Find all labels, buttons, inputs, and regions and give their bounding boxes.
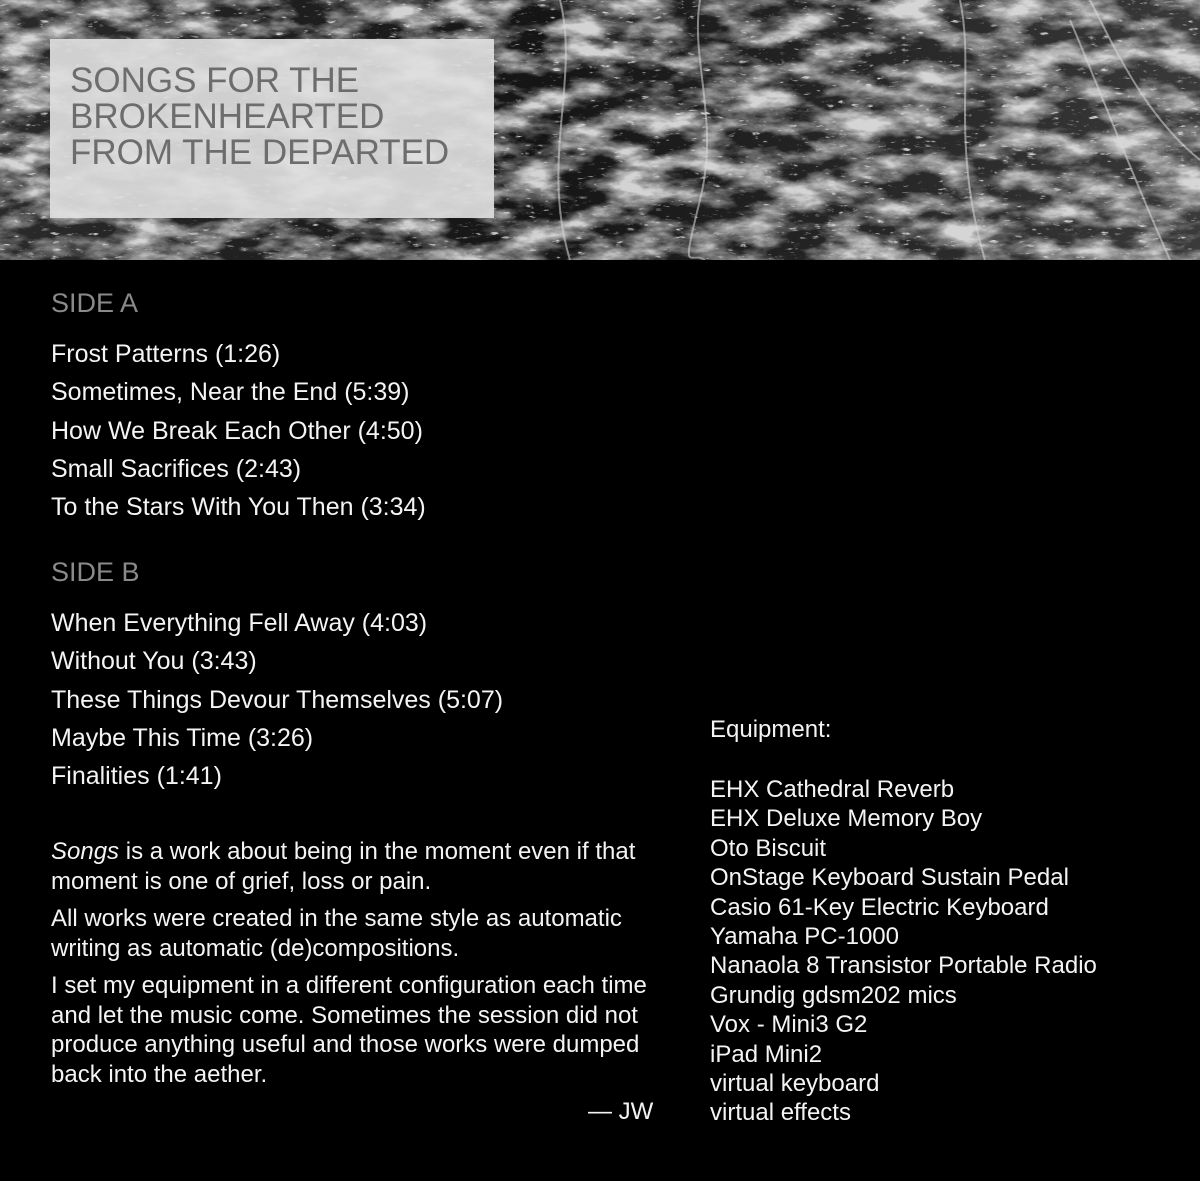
side-a-tracklist [51, 335, 426, 526]
track-item: When Everything Fell Away (4:03) [51, 609, 428, 637]
track-item: To the Stars With You Then (3:34) [51, 493, 426, 522]
side-b-tracklist [51, 604, 503, 795]
album-title-box [50, 39, 494, 218]
equipment-item: Casio 61-Key Electric Keyboard [710, 893, 1049, 921]
equipment-list [710, 775, 1097, 1128]
equipment-item: iPad Mini2 [710, 1040, 823, 1068]
equipment-item: virtual keyboard [710, 1070, 880, 1098]
liner-notes-signature: — JW [588, 1098, 654, 1125]
equipment-item: Yamaha PC-1000 [710, 923, 899, 951]
equipment-item: EHX Cathedral Reverb [710, 776, 955, 803]
equipment-item: Nanaola 8 Transistor Portable Radio [710, 952, 1097, 980]
track-item: These Things Devour Themselves (5:07) [51, 685, 504, 714]
album-title-line-2: BROKENHEARTED [70, 97, 385, 136]
track-item: Maybe This Time (3:26) [51, 723, 314, 752]
track-item: Small Sacrifices (2:43) [51, 454, 302, 483]
equipment-item: EHX Deluxe Memory Boy [710, 805, 983, 833]
equipment-item: Grundig gdsm202 mics [710, 981, 957, 1009]
album-title-line-1: SONGS FOR THE [70, 61, 360, 100]
track-item: Finalities (1:41) [51, 762, 222, 791]
equipment-item: virtual effects [710, 1099, 851, 1127]
side-b-heading: SIDE B [51, 557, 140, 587]
track-item: How We Break Each Other (4:50) [51, 416, 423, 445]
track-item: Sometimes, Near the End (5:39) [51, 378, 410, 407]
liner-notes-paragraph-2: All works were created in the same style as automatic writing as automatic (de)compositions. [51, 905, 622, 962]
equipment-item: Oto Biscuit [710, 834, 827, 862]
equipment-heading: Equipment: [710, 716, 832, 743]
liner-notes-text: is a work about being in the moment even if that moment is one of grief, loss or pain. [51, 838, 636, 895]
liner-notes [51, 837, 671, 1097]
liner-notes-paragraph-1 [51, 837, 671, 896]
header-frost-texture [0, 0, 1200, 260]
track-item: Frost Patterns (1:26) [51, 340, 281, 368]
equipment-section [710, 715, 1097, 1128]
album-title-line-3: FROM THE DEPARTED [70, 133, 450, 172]
side-a-heading: SIDE A [51, 288, 139, 318]
track-item: Without You (3:43) [51, 647, 257, 676]
liner-notes-paragraph-3: I set my equipment in a different configuration each time and let the music come. Sometimes the session did not produce anything useful and those works were dumped back into the aether. [51, 972, 647, 1088]
liner-notes-album-name: Songs [51, 838, 120, 865]
equipment-item: OnStage Keyboard Sustain Pedal [710, 864, 1069, 892]
equipment-item: Vox - Mini3 G2 [710, 1011, 868, 1039]
